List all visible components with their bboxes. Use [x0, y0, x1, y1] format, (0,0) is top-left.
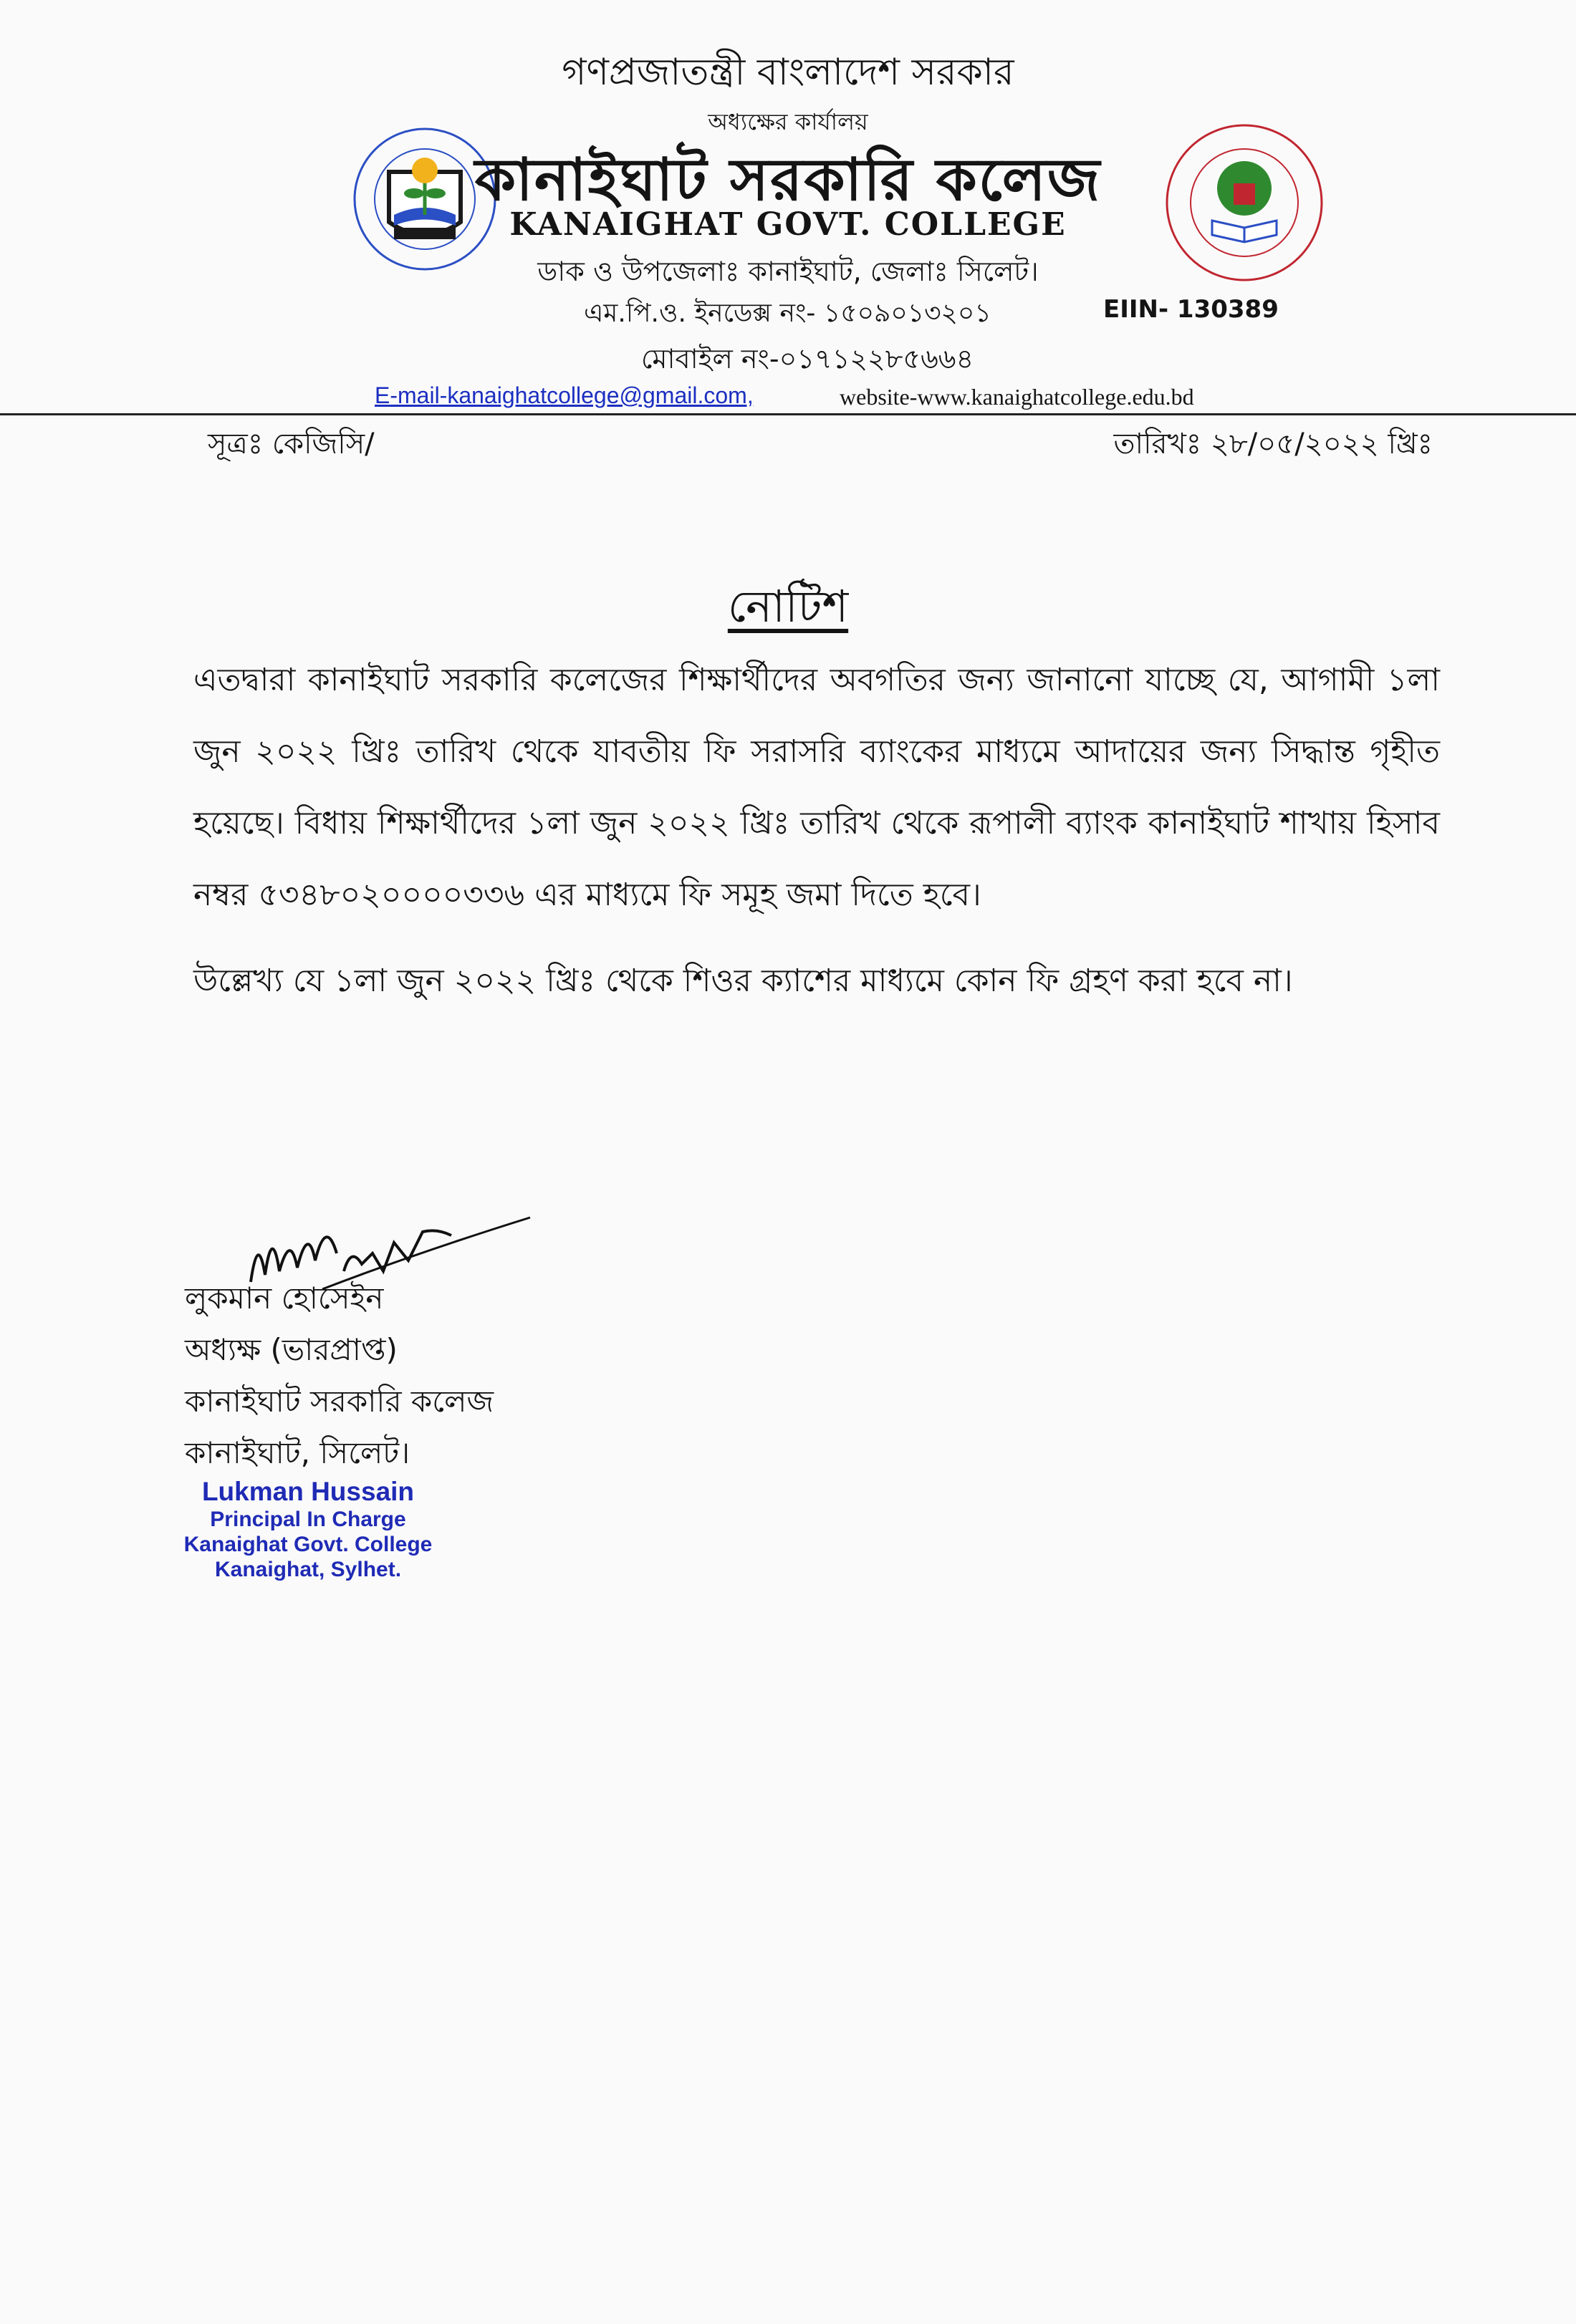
reference-number: সূত্রঃ কেজিসি/ — [208, 428, 375, 461]
notice-body: এতদ্বারা কানাইঘাট সরকারি কলেজের শিক্ষার্থীদের অবগতির জন্য জানানো যাচ্ছে যে, আগামী ১লা জুন ২০২২ খ্রিঃ তারিখ থেকে যাবতীয় ফি সরাসরি ব্যাংকের মাধ্যমে আদায়ের জন্য সিদ্ধান্ত গৃহীত হয়েছে। বিধায় শিক্ষার্থীদের ১লা জুন ২০২২ খ্রিঃ তারিখ থেকে রূপালী ব্যাংক কানাইঘাট শাখায় হিসাব নম্বর ৫৩৪৮০২০০০০৩৩৬ এর মাধ্যমে ফি সমূহ জমা দিতে হবে। — [193, 662, 1440, 913]
website-text: website-www.kanaighatcollege.edu.bd — [840, 384, 1194, 410]
email-link[interactable]: E-mail-kanaighatcollege@gmail.com, — [375, 382, 754, 408]
college-address: ডাক ও উপজেলাঃ কানাইঘাট, জেলাঃ সিলেট। — [537, 256, 1039, 287]
notice-note: উল্লেখ্য যে ১লা জুন ২০২২ খ্রিঃ থেকে শিওর ক্যাশের মাধ্যমে কোন ফি গ্রহণ করা হবে না। — [193, 963, 1293, 999]
mpo-index: এম.পি.ও. ইনডেক্স নং- ১৫০৯০১৩২০১ — [584, 299, 991, 328]
stamp-designation: Principal In Charge — [210, 1508, 406, 1531]
office-label: অধ্যক্ষের কার্যালয় — [708, 108, 868, 135]
signatory-name: লুকমান হোসেইন — [185, 1281, 384, 1316]
eiin-number: EIIN- 130389 — [1103, 295, 1279, 324]
stamp-college: Kanaighat Govt. College — [183, 1533, 433, 1556]
stamp-place: Kanaighat, Sylhet. — [214, 1558, 402, 1581]
signatory-designation: অধ্যক্ষ (ভারপ্রাপ্ত) — [185, 1332, 398, 1367]
stamp-name: Lukman Hussain — [201, 1477, 415, 1506]
notice-date: তারিখঃ ২৮/০৫/২০২২ খ্রিঃ — [1113, 428, 1433, 461]
government-title: গণপ্রজাতন্ত্রী বাংলাদেশ সরকার — [562, 51, 1014, 94]
college-name-en: KANAIGHAT GOVT. COLLEGE — [509, 206, 1067, 243]
notice-title: নোটিশ — [727, 580, 849, 632]
header-divider — [0, 413, 1576, 415]
college-name-bn: কানাইঘাট সরকারি কলেজ — [474, 146, 1102, 214]
signatory-place: কানাইঘাট, সিলেট। — [185, 1435, 410, 1470]
signatory-college: কানাইঘাট সরকারি কলেজ — [185, 1384, 494, 1419]
mobile-number: মোবাইল নং-০১৭১২২৮৫৬৬৪ — [641, 343, 974, 375]
